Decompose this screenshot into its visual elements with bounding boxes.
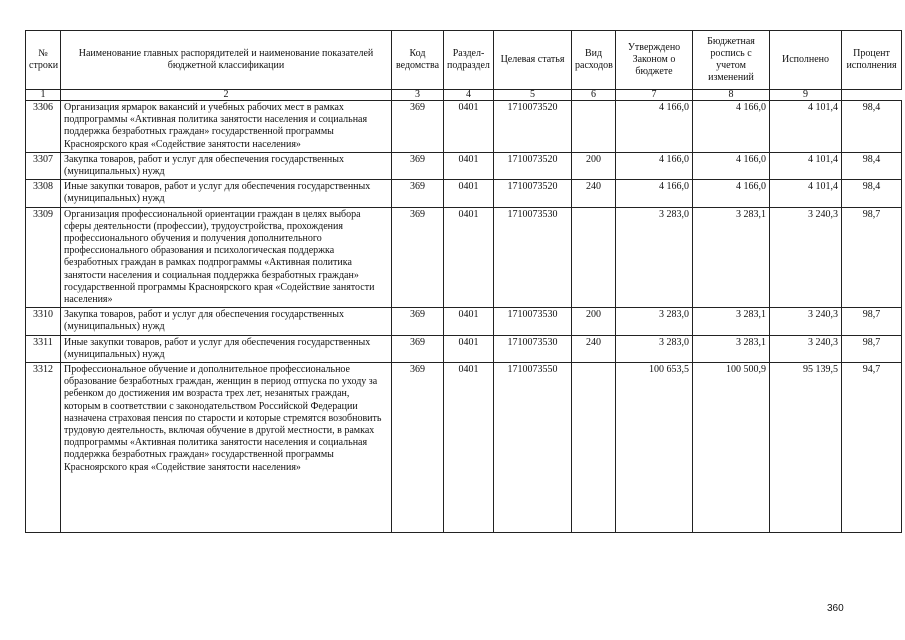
cell-target: 1710073520: [494, 180, 572, 207]
cell-exp-type: 240: [572, 180, 616, 207]
cell-percent: 98,7: [842, 335, 902, 362]
cell-approved: 3 283,0: [616, 308, 693, 335]
cell-name: Закупка товаров, работ и услуг для обеспечения государственных (муниципальных) нужд: [61, 152, 392, 179]
cell-target: 1710073520: [494, 101, 572, 153]
cell-section: 0401: [444, 180, 494, 207]
header-row-no: № строки: [26, 31, 61, 90]
cell-row-no: 3309: [26, 207, 61, 308]
cell-target: 1710073530: [494, 207, 572, 308]
cell-target: 1710073530: [494, 308, 572, 335]
cell-dept-code: 369: [392, 101, 444, 153]
column-number: 3: [392, 90, 444, 101]
cell-executed: 4 101,4: [770, 152, 842, 179]
cell-executed: 95 139,5: [770, 363, 842, 533]
header-dept-code: Код ведомства: [392, 31, 444, 90]
table-row: [26, 335, 902, 362]
cell-row-no: 3306: [26, 101, 61, 153]
cell-section: 0401: [444, 363, 494, 533]
cell-budget: 3 283,1: [693, 308, 770, 335]
cell-dept-code: 369: [392, 363, 444, 533]
table-row: [26, 308, 902, 335]
cell-exp-type: 200: [572, 152, 616, 179]
cell-budget: 4 166,0: [693, 180, 770, 207]
column-number: 1: [26, 90, 61, 101]
table-row: [26, 207, 902, 308]
cell-executed: 3 240,3: [770, 207, 842, 308]
header-executed: Исполнено: [770, 31, 842, 90]
cell-name: Иные закупки товаров, работ и услуг для обеспечения государственных (муниципальных) нужд: [61, 335, 392, 362]
cell-percent: 98,7: [842, 207, 902, 308]
cell-budget: 4 166,0: [693, 152, 770, 179]
cell-budget: 3 283,1: [693, 335, 770, 362]
cell-approved: 3 283,0: [616, 207, 693, 308]
table-body: [26, 90, 902, 533]
cell-approved: 4 166,0: [616, 101, 693, 153]
page-number: 360: [827, 603, 844, 614]
cell-row-no: 3310: [26, 308, 61, 335]
column-number: 5: [494, 90, 572, 101]
header-target: Целевая статья: [494, 31, 572, 90]
cell-section: 0401: [444, 308, 494, 335]
header-name: Наименование главных распорядителей и наименование показателей бюджетной классификации: [61, 31, 392, 90]
cell-approved: 100 653,5: [616, 363, 693, 533]
column-number: 7: [616, 90, 693, 101]
cell-section: 0401: [444, 101, 494, 153]
column-number: 9: [770, 90, 842, 101]
header-row: [26, 31, 902, 90]
cell-approved: 4 166,0: [616, 152, 693, 179]
column-number: 2: [61, 90, 392, 101]
column-number-row: [26, 90, 902, 101]
cell-executed: 4 101,4: [770, 101, 842, 153]
header-exp-type: Вид расходов: [572, 31, 616, 90]
budget-table: [25, 30, 902, 533]
cell-name: Профессиональное обучение и дополнительное профессиональное образование безработных граждан, женщин в период отпуска по уходу за ребенком до достижения им возраста трех лет, незанятых граждан, которым в соответствии с законодательством Российской Федерации назначена страховая пенсия по старости и которые стремятся возобновить трудовую деятельность, включая обучение в другой местности, в рамках подпрограммы «Активная политика занятости населения и социальная поддержка безработных граждан» государственной программы Красноярского края «Содействие занятости населения»: [61, 363, 392, 533]
table-row: [26, 101, 902, 153]
cell-section: 0401: [444, 152, 494, 179]
cell-target: 1710073520: [494, 152, 572, 179]
cell-percent: 94,7: [842, 363, 902, 533]
cell-percent: 98,7: [842, 308, 902, 335]
cell-percent: 98,4: [842, 101, 902, 153]
cell-percent: 98,4: [842, 180, 902, 207]
column-number: 8: [693, 90, 770, 101]
cell-approved: 4 166,0: [616, 180, 693, 207]
cell-exp-type: [572, 363, 616, 533]
cell-executed: 3 240,3: [770, 308, 842, 335]
column-number: 4: [444, 90, 494, 101]
cell-budget: 100 500,9: [693, 363, 770, 533]
cell-dept-code: 369: [392, 335, 444, 362]
header-section: Раздел-подраздел: [444, 31, 494, 90]
cell-row-no: 3308: [26, 180, 61, 207]
cell-row-no: 3311: [26, 335, 61, 362]
cell-exp-type: 200: [572, 308, 616, 335]
cell-approved: 3 283,0: [616, 335, 693, 362]
cell-exp-type: [572, 101, 616, 153]
budget-table-container: [25, 30, 897, 533]
cell-executed: 3 240,3: [770, 335, 842, 362]
cell-section: 0401: [444, 207, 494, 308]
cell-budget: 4 166,0: [693, 101, 770, 153]
cell-row-no: 3307: [26, 152, 61, 179]
cell-exp-type: 240: [572, 335, 616, 362]
cell-executed: 4 101,4: [770, 180, 842, 207]
cell-section: 0401: [444, 335, 494, 362]
header-approved: Утверждено Законом о бюджете: [616, 31, 693, 90]
cell-name: Иные закупки товаров, работ и услуг для обеспечения государственных (муниципальных) нужд: [61, 180, 392, 207]
cell-name: Организация профессиональной ориентации граждан в целях выбора сферы деятельности (профессии), трудоустройства, прохождения профессионального обучения и получения дополнительного профессионального образования и психологическая поддержка безработных граждан в рамках подпрограммы «Активная политика занятости населения и социальная поддержка безработных граждан» государственной программы Красноярского края «Содействие занятости населения»: [61, 207, 392, 308]
cell-exp-type: [572, 207, 616, 308]
cell-dept-code: 369: [392, 308, 444, 335]
table-row: [26, 152, 902, 179]
cell-target: 1710073550: [494, 363, 572, 533]
cell-percent: 98,4: [842, 152, 902, 179]
cell-row-no: 3312: [26, 363, 61, 533]
header-percent: Процент исполнения: [842, 31, 902, 90]
table-row: [26, 180, 902, 207]
cell-name: Организация ярмарок вакансий и учебных рабочих мест в рамках подпрограммы «Активная политика занятости населения и социальная поддержка безработных граждан» государственной программы Красноярского края «Содействие занятости населения»: [61, 101, 392, 153]
cell-dept-code: 369: [392, 207, 444, 308]
cell-name: Закупка товаров, работ и услуг для обеспечения государственных (муниципальных) нужд: [61, 308, 392, 335]
cell-budget: 3 283,1: [693, 207, 770, 308]
column-number: 6: [572, 90, 616, 101]
table-row: [26, 363, 902, 533]
cell-target: 1710073530: [494, 335, 572, 362]
cell-dept-code: 369: [392, 180, 444, 207]
cell-dept-code: 369: [392, 152, 444, 179]
header-budget-list: Бюджетная роспись с учетом изменений: [693, 31, 770, 90]
